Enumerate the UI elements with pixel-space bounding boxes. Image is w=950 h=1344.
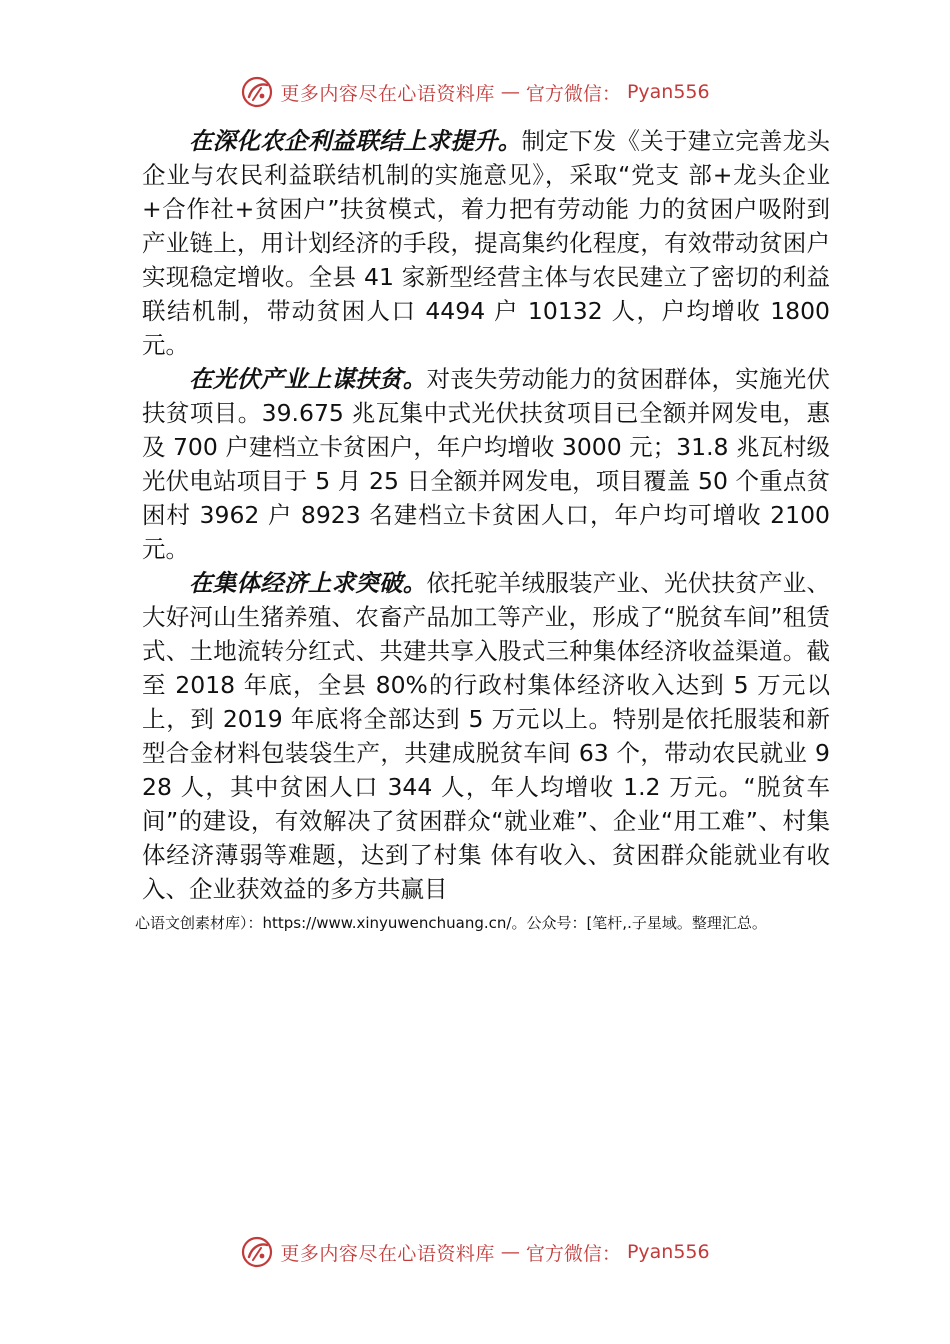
paragraph-lead: 在深化农企利益联结上求提升。 (189, 127, 522, 155)
banner-wechat-label: 官方微信： (525, 1242, 621, 1265)
banner-tagline: 更多内容尽在心语资料库 (280, 82, 495, 105)
banner-separator: — (500, 1241, 520, 1263)
banner-separator: — (500, 81, 520, 103)
footer-watermark-banner (0, 1232, 950, 1272)
paragraph-text: 对丧失劳动能力的贫困群体，实施光伏扶贫项目。39.675 兆瓦集中式光伏扶贫项目已全额并网发电，惠及 700 户建档立卡贫困户，年户均增收 3000 元；31.8 兆瓦村级光伏电站项目于 5 月 25 日全额并网发电，项目覆盖 50 个重点贫困村 3962 户 8923 名建档立卡贫困人口，年户均可增收 2100 元。 (142, 365, 830, 563)
brand-logo-icon (240, 75, 274, 109)
paragraph-lead: 在集体经济上求突破。 (189, 569, 427, 597)
brand-logo-icon (240, 1235, 274, 1269)
paragraph-text: 制定下发《关于建立完善龙头企业与农民利益联结机制的实施意见》，采取“党支 部+龙头企业+合作社+贫困户”扶贫模式，着力把有劳动能 力的贫困户吸附到产业链上，用计划经济的手段，提高集约化程度，有效带动贫困户实现稳定增收。全县 41 家新型经营主体与农民建立了密切的利益联结机制，带动贫困人口 4494 户 10132 人，户均增收 1800 元。 (142, 127, 830, 359)
banner-wechat-label: 官方微信： (525, 82, 621, 105)
paragraph-lead: 在光伏产业上谋扶贫。 (189, 365, 427, 393)
paragraph-photovoltaic (142, 362, 830, 566)
banner-wechat-id: Pyan556 (626, 81, 710, 103)
paragraph-agri-enterprise (142, 124, 830, 362)
paragraph-collective-economy (142, 566, 830, 906)
document-body (142, 124, 830, 906)
banner-tagline: 更多内容尽在心语资料库 (280, 1242, 495, 1265)
paragraph-text: 依托驼羊绒服装产业、光伏扶贫产业、大好河山生猪养殖、农畜产品加工等产业，形成了“脱贫车间”租赁式、土地流转分红式、共建共享入股式三种集体经济收益渠道。截至 2018 年底，全县 80%的行政村集体经济收入达到 5 万元以上，到 2019 年底将全部达到 5 万元以上。特别是依托服装和新型合金材料包装袋生产，共建成脱贫车间 63 个，带动农民就业 928 人，其中贫困人口 344 人，年人均增收 1.2 万元。“脱贫车间”的建设，有效解决了贫困群众“就业难”、企业“用工难”、村集体经济薄弱等难题，达到了村集 体有收入、贫困群众能就业有收入、企业获效益的多方共赢目 (142, 569, 830, 903)
header-watermark-banner (0, 72, 950, 112)
banner-wechat-id: Pyan556 (626, 1241, 710, 1263)
source-footnote: 心语文创素材库）：https://www.xinyuwenchuang.cn/。公众号：[笔杆,.子星域。整理汇总。 (135, 914, 767, 932)
